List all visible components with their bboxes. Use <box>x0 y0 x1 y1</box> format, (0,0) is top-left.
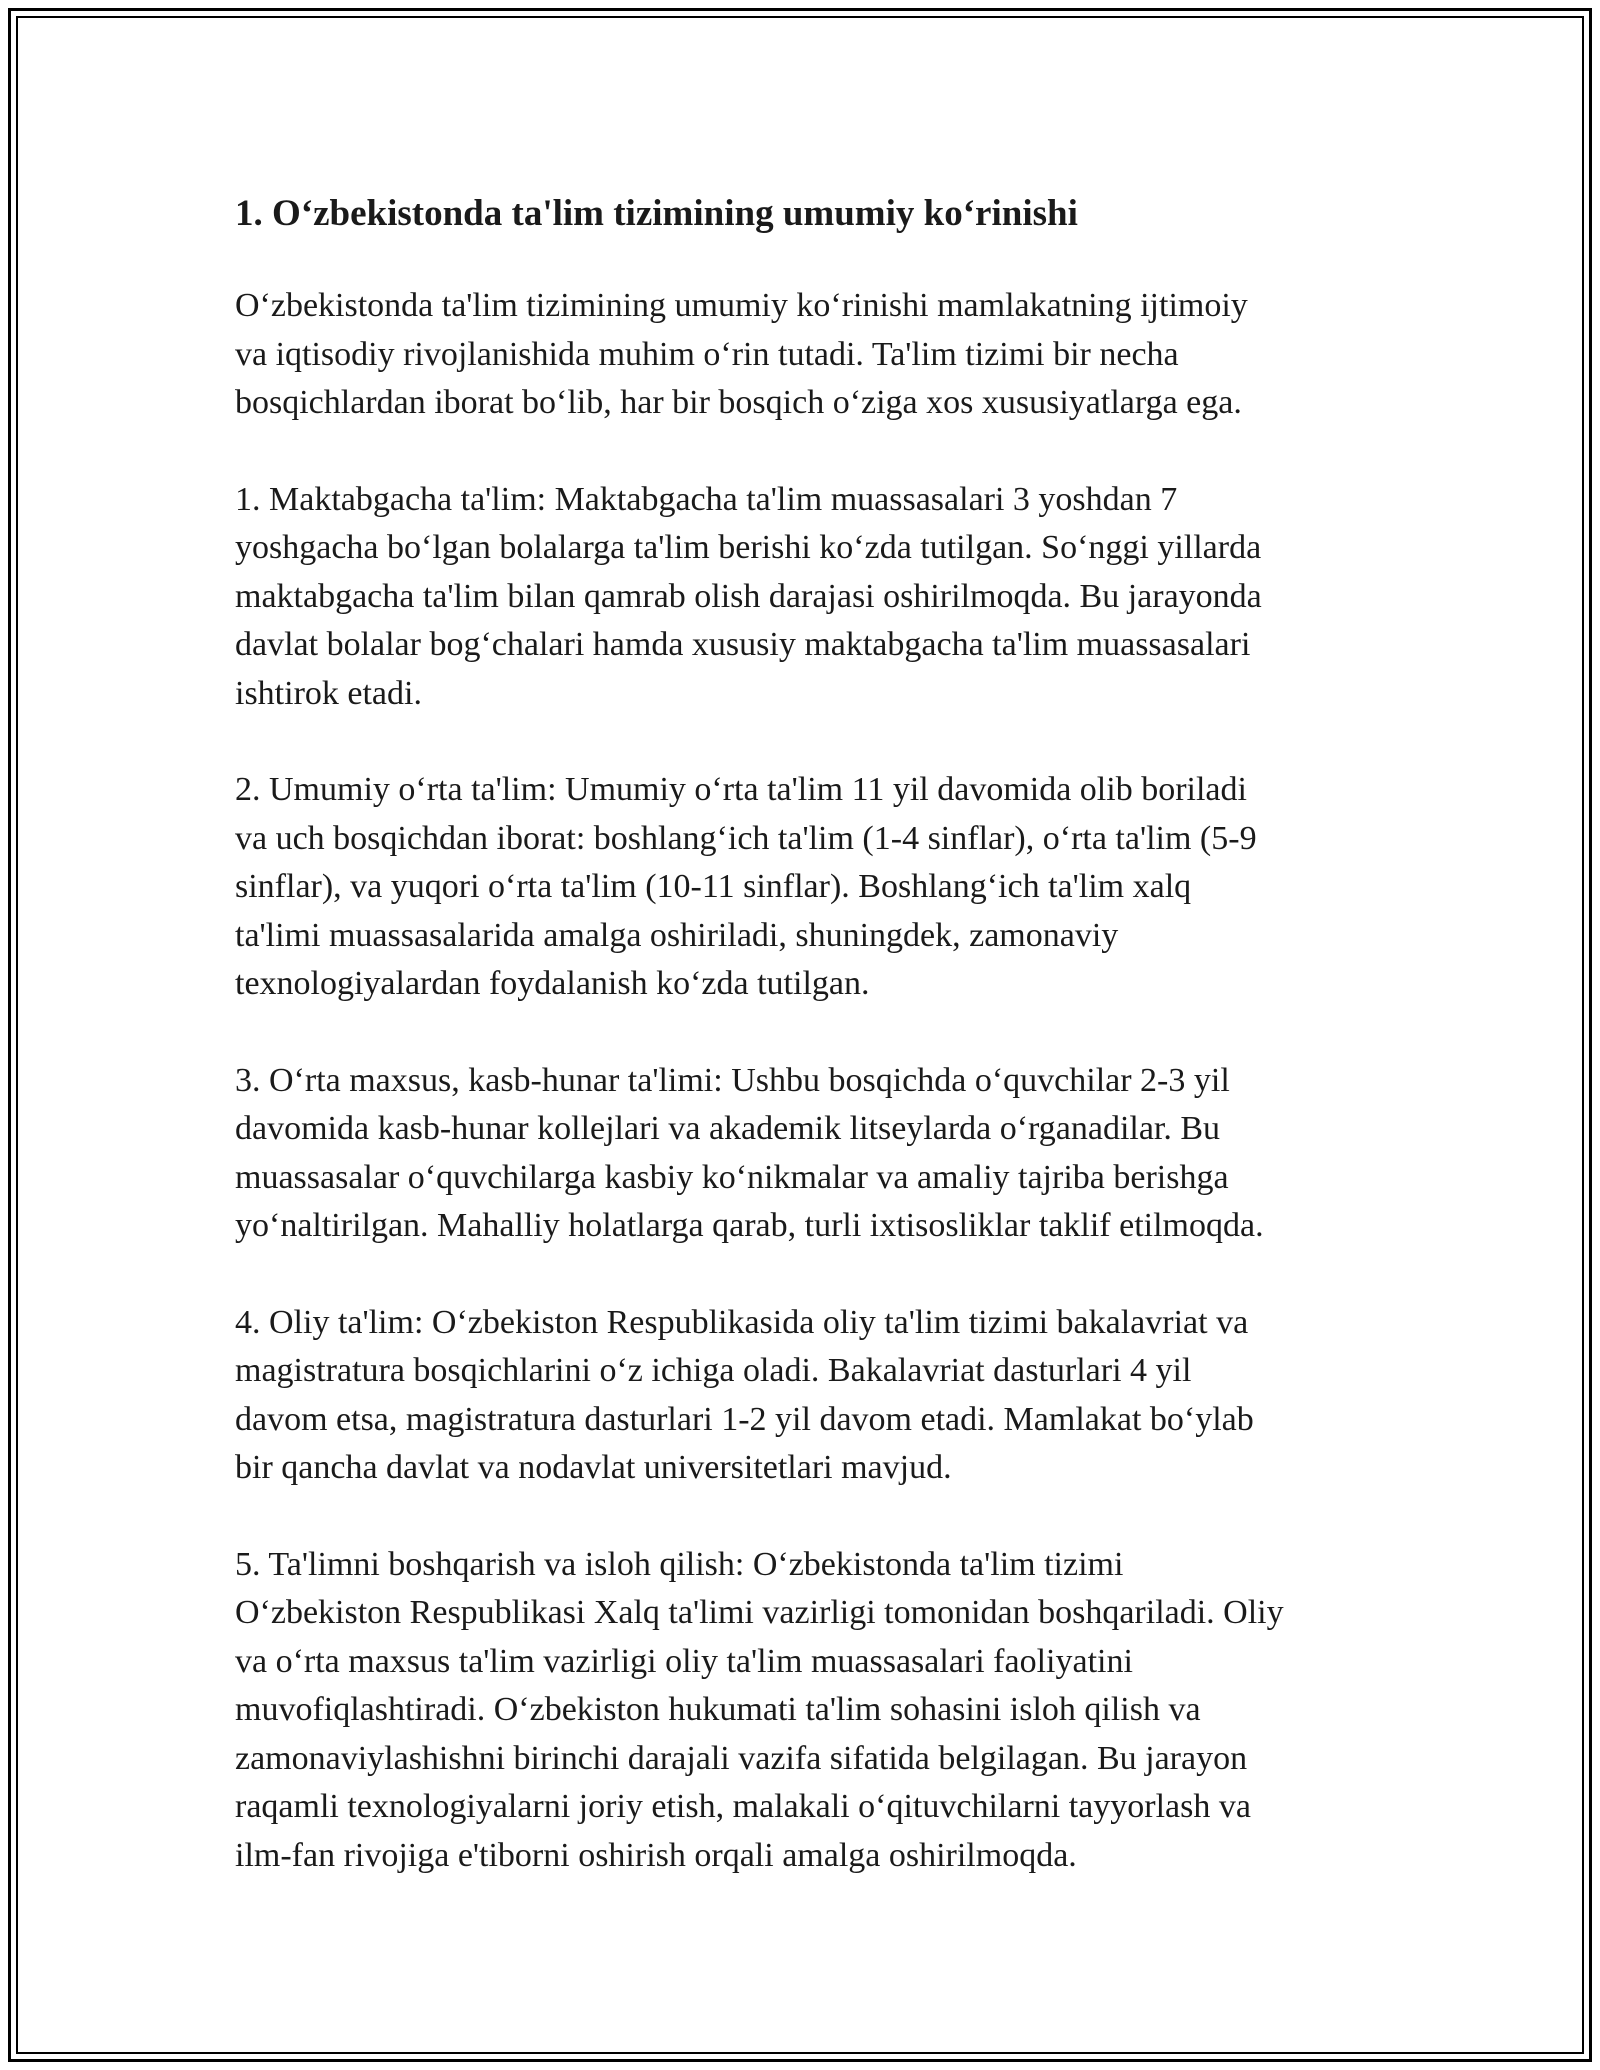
paragraph-management-reform: 5. Ta'limni boshqarish va isloh qilish: O‘zbekistonda ta'lim tizimi O‘zbekiston Respublikasi Xalq ta'limi vazirligi tomonidan boshqariladi. Oliy va o‘rta maxsus ta'lim vazirligi oliy ta'lim muassasalari faoliyatini muvofiqlashtiradi. O‘zbekiston hukumati ta'lim sohasini isloh qilish va zamonaviylashishni birinchi darajali vazifa sifatida belgilagan. Bu jarayon raqamli texnologiyalarni joriy etish, malakali o‘qituvchilarni tayyorlash va ilm-fan rivojiga e'tiborni oshirish orqali amalga oshirilmoqda. <box>235 1545 1284 1874</box>
paragraph-intro: O‘zbekistonda ta'lim tizimining umumiy ko‘rinishi mamlakatning ijtimoiy va iqtisodiy rivojlanishida muhim o‘rin tutadi. Ta'lim tizimi bir necha bosqichlardan iborat bo‘lib, har bir bosqich o‘ziga xos xususiyatlarga ega. <box>235 287 1248 421</box>
paragraph-general-secondary: 2. Umumiy o‘rta ta'lim: Umumiy o‘rta ta'lim 11 yil davomida olib boriladi va uch bosqichdan iborat: boshlang‘ich ta'lim (1-4 sinflar), o‘rta ta'lim (5-9 sinflar), va yuqori o‘rta ta'lim (10-11 sinflar). Boshlang‘ich ta'lim xalq ta'limi muassasalarida amalga oshiriladi, shuningdek, zamonaviy texnologiyalardan foydalanish ko‘zda tutilgan. <box>235 771 1257 1002</box>
paragraph-higher-education: 4. Oliy ta'lim: O‘zbekiston Respublikasida oliy ta'lim tizimi bakalavriat va magistratura bosqichlarini o‘z ichiga oladi. Bakalavriat dasturlari 4 yil davom etsa, magistratura dasturlari 1-2 yil davom etadi. Mamlakat bo‘ylab bir qancha davlat va nodavlat universitetlari mavjud. <box>235 1303 1254 1486</box>
document-body <box>235 186 1375 1880</box>
document-title: 1. O‘zbekistonda ta'lim tizimining umumiy ko‘rinishi <box>235 193 1078 234</box>
paragraph-vocational: 3. O‘rta maxsus, kasb-hunar ta'limi: Ushbu bosqichda o‘quvchilar 2-3 yil davomida kasb-hunar kollejlari va akademik litseylarda o‘rganadilar. Bu muassasalar o‘quvchilarga kasbiy ko‘nikmalar va amaliy tajriba berishga yo‘naltirilgan. Mahalliy holatlarga qarab, turli ixtisosliklar taklif etilmoqda. <box>235 1061 1264 1244</box>
paragraph-preschool: 1. Maktabgacha ta'lim: Maktabgacha ta'lim muassasalari 3 yoshdan 7 yoshgacha bo‘lgan bolalarga ta'lim berishi ko‘zda tutilgan. So‘nggi yillarda maktabgacha ta'lim bilan qamrab olish darajasi oshirilmoqda. Bu jarayonda davlat bolalar bog‘chalari hamda xususiy maktabgacha ta'lim muassasalari ishtirok etadi. <box>235 480 1262 712</box>
